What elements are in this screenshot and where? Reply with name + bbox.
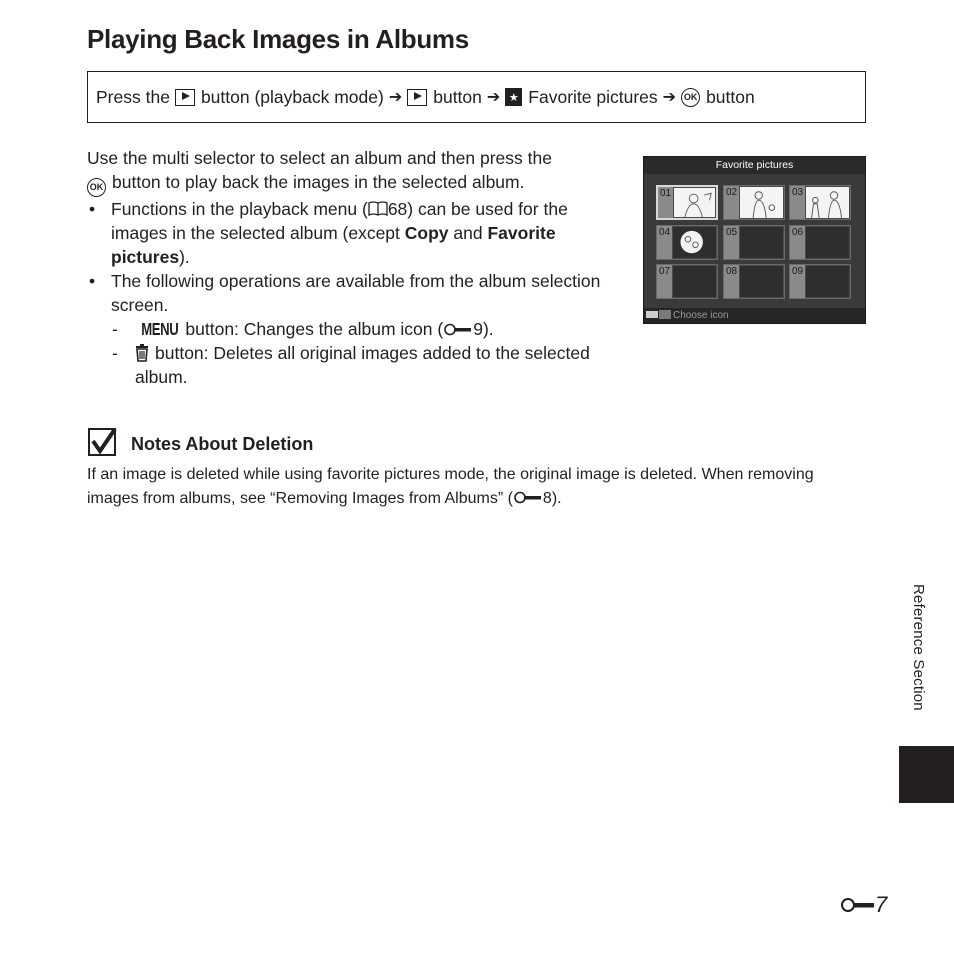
page-number: 7 <box>841 892 887 918</box>
sub-delete-button: - button: Deletes all original images added to the selected album. <box>112 343 590 387</box>
camera-album-screen <box>643 156 866 324</box>
album-image <box>806 266 849 297</box>
instructions <box>87 146 617 389</box>
album-thumb[interactable]: 01 <box>656 185 718 220</box>
page-title: Playing Back Images in Albums <box>87 24 469 54</box>
notes-heading: Notes About Deletion <box>131 434 314 454</box>
album-image <box>673 227 716 258</box>
section-tab-marker <box>899 746 954 803</box>
screen-title: Favorite pictures <box>644 157 865 174</box>
navigation-path-box <box>87 71 866 123</box>
nav-ok-text: button <box>706 86 755 107</box>
playback-button-icon <box>407 89 427 106</box>
album-image <box>740 266 783 297</box>
album-image <box>806 187 849 218</box>
album-icon <box>659 310 671 319</box>
album-thumb[interactable]: 04 <box>656 225 718 260</box>
section-tab-label: Reference Section <box>910 584 927 711</box>
album-image <box>806 227 849 258</box>
reference-section-icon <box>514 491 542 504</box>
nav-playback-text: button (playback mode) <box>200 86 384 107</box>
ok-button-icon: OK <box>87 178 106 197</box>
album-image <box>740 227 783 258</box>
notes-text: If an image is deleted while using favorite pictures mode, the original image is deleted. When removing images from albums, see “Removing Images from Albums” ( 8). <box>87 466 814 507</box>
menu-button-icon: MENU <box>141 319 179 339</box>
arrow-right-icon: ➔ <box>662 89 677 106</box>
book-reference-icon <box>368 201 388 217</box>
reference-section-icon <box>444 323 472 336</box>
album-thumb[interactable]: 09 <box>789 264 851 299</box>
trash-icon <box>135 344 149 362</box>
checkmark-note-icon <box>87 427 117 457</box>
intro-line-1: Use the multi selector to select an album and then press the <box>87 148 552 168</box>
arrow-right-icon: ➔ <box>486 89 501 106</box>
album-thumb[interactable]: 03 <box>789 185 851 220</box>
arrow-right-icon: ➔ <box>388 89 403 106</box>
nav-favorite-text: Favorite pictures <box>528 86 658 107</box>
intro-line-2: OK button to play back the images in the selected album. <box>87 170 617 197</box>
album-thumb[interactable]: 05 <box>723 225 785 260</box>
menu-control-icon <box>646 311 658 318</box>
playback-button-icon <box>175 89 195 106</box>
album-thumb[interactable]: 07 <box>656 264 718 299</box>
nav-press-text: Press the <box>96 86 170 107</box>
bullet-playback-menu: • Functions in the playback menu ( 68) can be used for the images in the selected album (except Copy and Favorite pictures). <box>89 199 568 267</box>
screen-footer: Choose icon <box>644 308 865 323</box>
album-image <box>674 188 715 217</box>
sub-menu-button: - MENU button: Changes the album icon ( 9). <box>112 319 494 339</box>
album-thumb[interactable]: 06 <box>789 225 851 260</box>
album-thumb[interactable]: 08 <box>723 264 785 299</box>
bullet-operations: • The following operations are available from the album selection screen. <box>89 271 601 315</box>
album-image <box>673 266 716 297</box>
ok-button-icon: OK <box>681 88 700 107</box>
nav-button-text: button <box>433 86 482 107</box>
album-image <box>740 187 783 218</box>
album-thumb[interactable]: 02 <box>723 185 785 220</box>
reference-section-icon <box>841 897 875 913</box>
favorite-star-icon: ★ <box>505 88 522 106</box>
